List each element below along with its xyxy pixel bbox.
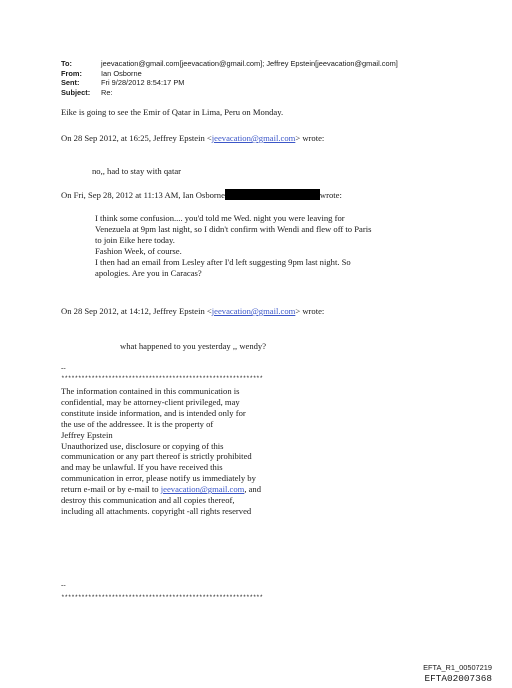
quote-1-suffix: > wrote: bbox=[295, 133, 325, 143]
notice-line: and may be unlawful. If you have received this bbox=[61, 462, 223, 473]
signature-stars: ************************************************************ bbox=[61, 375, 263, 382]
notice-line: constitute inside information, and is intended only for bbox=[61, 407, 246, 418]
signature-stars-2: ************************************************************ bbox=[61, 594, 263, 601]
quote-2-suffix: wrote: bbox=[319, 190, 342, 200]
subject-value: Re: bbox=[101, 87, 113, 97]
notice-line: the use of the addressee. It is the property of bbox=[61, 418, 214, 429]
notice-line: destroy this communication and all copies thereof, bbox=[61, 495, 235, 506]
quote-3-suffix: > wrote: bbox=[295, 306, 325, 316]
notice-line: Unauthorized use, disclosure or copying of this bbox=[61, 440, 224, 451]
to-row bbox=[61, 59, 398, 69]
quote-3-prefix: On 28 Sep 2012, at 14:12, Jeffrey Epstein < bbox=[61, 306, 212, 316]
notify-suffix: , and bbox=[244, 484, 262, 495]
notice-line: communication or any part thereof is strictly prohibited bbox=[61, 451, 252, 462]
confidentiality-notice bbox=[61, 386, 261, 517]
quote-header-2 bbox=[61, 189, 342, 201]
paragraph-line: I think some confusion.... you'd told me Wed. night you were leaving for bbox=[95, 213, 345, 223]
body-line-eike: Eike is going to see the Emir of Qatar in Lima, Peru on Monday. bbox=[61, 107, 284, 117]
notice-line: Jeffrey Epstein bbox=[61, 429, 113, 440]
from-row bbox=[61, 69, 398, 79]
quote-header-1 bbox=[61, 133, 324, 144]
notice-line: The information contained in this communication is bbox=[61, 386, 240, 396]
reply-qatar: no,, had to stay with qatar bbox=[92, 166, 182, 176]
quote-3-email-link[interactable]: jeevacation@gmail.com bbox=[211, 306, 296, 316]
quote-2-prefix: On Fri, Sep 28, 2012 at 11:13 AM, Ian Osborne bbox=[61, 190, 225, 200]
notice-line: including all attachments. copyright -all rights reserved bbox=[61, 505, 252, 516]
quote-1-prefix: On 28 Sep 2012, at 16:25, Jeffrey Epstein < bbox=[61, 133, 212, 143]
paragraph-line: Venezuela at 9pm last night, so I didn't confirm with Wendi and flew off to Paris bbox=[95, 223, 372, 234]
from-label: From: bbox=[61, 68, 82, 78]
to-value: jeevacation@gmail.com[jeevacation@gmail.com]; Jeffrey Epstein[jeevacation@gmail.com] bbox=[101, 59, 398, 68]
signature-dash-2: -- bbox=[61, 581, 66, 589]
notice-line: confidential, may be attorney-client privileged, may bbox=[61, 396, 240, 407]
signature-dash: -- bbox=[61, 364, 66, 372]
paragraph-line: Fashion Week, of course. bbox=[95, 245, 182, 256]
paragraph-line: to join Eike here today. bbox=[95, 234, 175, 245]
from-value: Ian Osborne bbox=[101, 68, 142, 78]
quote-1-email-link[interactable]: jeevacation@gmail.com bbox=[211, 133, 296, 143]
quote-header-3 bbox=[61, 306, 324, 317]
footer-id-efta: EFTA02007368 bbox=[424, 673, 492, 684]
subject-row bbox=[61, 88, 398, 98]
notice-line-notify bbox=[61, 484, 261, 495]
to-label: To: bbox=[61, 59, 72, 68]
redaction-box bbox=[225, 189, 320, 200]
message-paragraph bbox=[95, 213, 371, 278]
notice-line: communication in error, please notify us immediately by bbox=[61, 473, 256, 484]
subject-label: Subject: bbox=[61, 87, 91, 97]
notify-prefix: return e-mail or by e-mail to bbox=[61, 484, 161, 495]
notify-email-link[interactable]: jeevacation@gmail.com bbox=[160, 484, 245, 495]
paragraph-line: apologies. Are you in Caracas? bbox=[95, 267, 202, 278]
sent-value: Fri 9/28/2012 8:54:17 PM bbox=[101, 78, 185, 88]
reply-wendy: what happened to you yesterday ,, wendy? bbox=[120, 341, 267, 351]
sent-label: Sent: bbox=[61, 78, 80, 88]
sent-row bbox=[61, 78, 398, 88]
footer-id-r1: EFTA_R1_00507219 bbox=[423, 663, 492, 672]
paragraph-line: I then had an email from Lesley after I'd left suggesting 9pm last night. So bbox=[95, 256, 351, 267]
email-header bbox=[61, 59, 398, 97]
